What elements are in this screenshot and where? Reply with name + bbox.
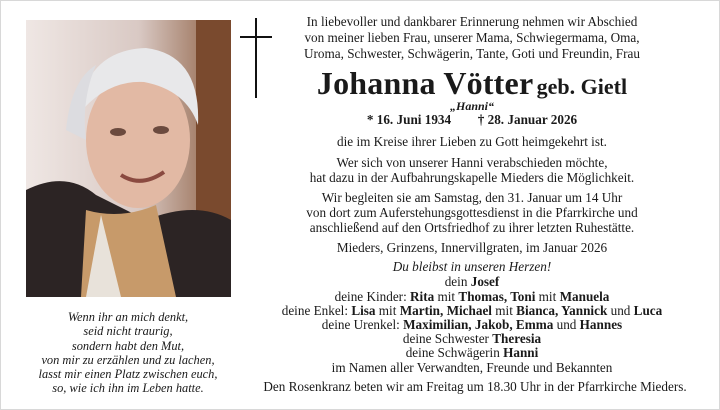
- mourner-names: [403, 317, 622, 332]
- mourner-husband: [262, 274, 682, 290]
- funeral-line-3: anschließend auf den Ortsfriedhof zu ihrer letzten Ruhestätte.: [309, 220, 635, 235]
- mourner-name: Manuela: [559, 289, 610, 304]
- mourner-connector: mit: [491, 303, 517, 318]
- place-date: Mieders, Grinzens, Innervillgraten, im Januar 2026: [336, 240, 608, 255]
- mourner-name: Lisa: [351, 303, 376, 318]
- mourner-connector: und: [553, 317, 580, 332]
- poem-line: so, wie ich ihn im Leben hatte.: [52, 381, 204, 396]
- mourner-names: [351, 303, 662, 318]
- mourner-name: Josef: [470, 274, 500, 289]
- mourner-connector: mit: [375, 303, 400, 318]
- mourner-prefix: deine Enkel:: [281, 303, 352, 318]
- mourner-name: Hannes: [579, 317, 623, 332]
- mourner-name: Martin, Michael: [399, 303, 492, 318]
- mourner-prefix: dein: [444, 274, 471, 289]
- poem-line: seid nicht traurig,: [83, 324, 173, 339]
- intro-line-2: von meiner lieben Frau, unserer Mama, Schwiegermama, Oma,: [304, 30, 640, 45]
- death-date: † 28. Januar 2026: [477, 112, 578, 127]
- mourner-others: im Namen aller Verwandten, Freunde und Bekannten: [331, 360, 613, 375]
- deceased-name: Johanna Vötter: [316, 65, 534, 101]
- motto: Du bleibst in unseren Herzen!: [392, 259, 552, 274]
- mourner-name: Maximilian, Jakob, Emma: [403, 317, 554, 332]
- intro-line-3: Uroma, Schwester, Schwägerin, Tante, Goti und Freundin, Frau: [304, 46, 640, 61]
- mourner-name: Theresia: [492, 331, 542, 346]
- mourner-name: Thomas, Toni: [458, 289, 536, 304]
- mourner-connector: mit: [434, 289, 459, 304]
- mourner-prefix: deine Kinder:: [334, 289, 411, 304]
- died-line: die im Kreise ihrer Lieben zu Gott heimgekehrt ist.: [337, 134, 607, 149]
- mourner-prefix: deine Schwägerin: [405, 345, 504, 360]
- mourner-prefix: deine Urenkel:: [321, 317, 404, 332]
- mourner-connector: und: [607, 303, 634, 318]
- funeral-line-1: Wir begleiten sie am Samstag, den 31. Januar um 14 Uhr: [321, 190, 623, 205]
- intro-line-1: In liebevoller und dankbarer Erinnerung nehmen wir Abschied: [306, 14, 638, 29]
- deceased-name-row: [262, 66, 682, 100]
- mourner-connector: mit: [535, 289, 560, 304]
- mourner-name: Luca: [633, 303, 663, 318]
- mourner-name: Hanni: [503, 345, 539, 360]
- poem-line: von mir zu erzählen und zu lachen,: [41, 352, 215, 367]
- birth-date: * 16. Juni 1934: [366, 112, 452, 127]
- farewell-line-2: hat dazu in der Aufbahrungskapelle Mieders die Möglichkeit.: [309, 170, 635, 185]
- mourner-names: [410, 289, 609, 304]
- mourner-name: Rita: [410, 289, 435, 304]
- funeral-line-2: von dort zum Auferstehungsgottesdienst in die Pfarrkirche und: [306, 205, 638, 220]
- poem-line: Wenn ihr an mich denkt,: [67, 310, 189, 324]
- rosary-line: Den Rosenkranz beten wir am Freitag um 18.30 Uhr in der Pfarrkirche Mieders.: [263, 379, 687, 394]
- farewell-line-1: Wer sich von unserer Hanni verabschieden möchte,: [336, 155, 608, 170]
- portrait-photo: [26, 20, 231, 297]
- mourner-prefix: deine Schwester: [402, 331, 493, 346]
- mourner-name: Bianca, Yannick: [516, 303, 608, 318]
- poem: [0, 310, 256, 396]
- maiden-name: geb. Gietl: [536, 74, 628, 99]
- dates-row: [262, 112, 682, 128]
- poem-line: sondern habt den Mut,: [71, 338, 185, 353]
- mourner-sister-in-law: [262, 345, 682, 361]
- nickname: „Hanni“: [449, 99, 494, 113]
- poem-line: lasst mir einen Platz zwischen euch,: [38, 367, 218, 382]
